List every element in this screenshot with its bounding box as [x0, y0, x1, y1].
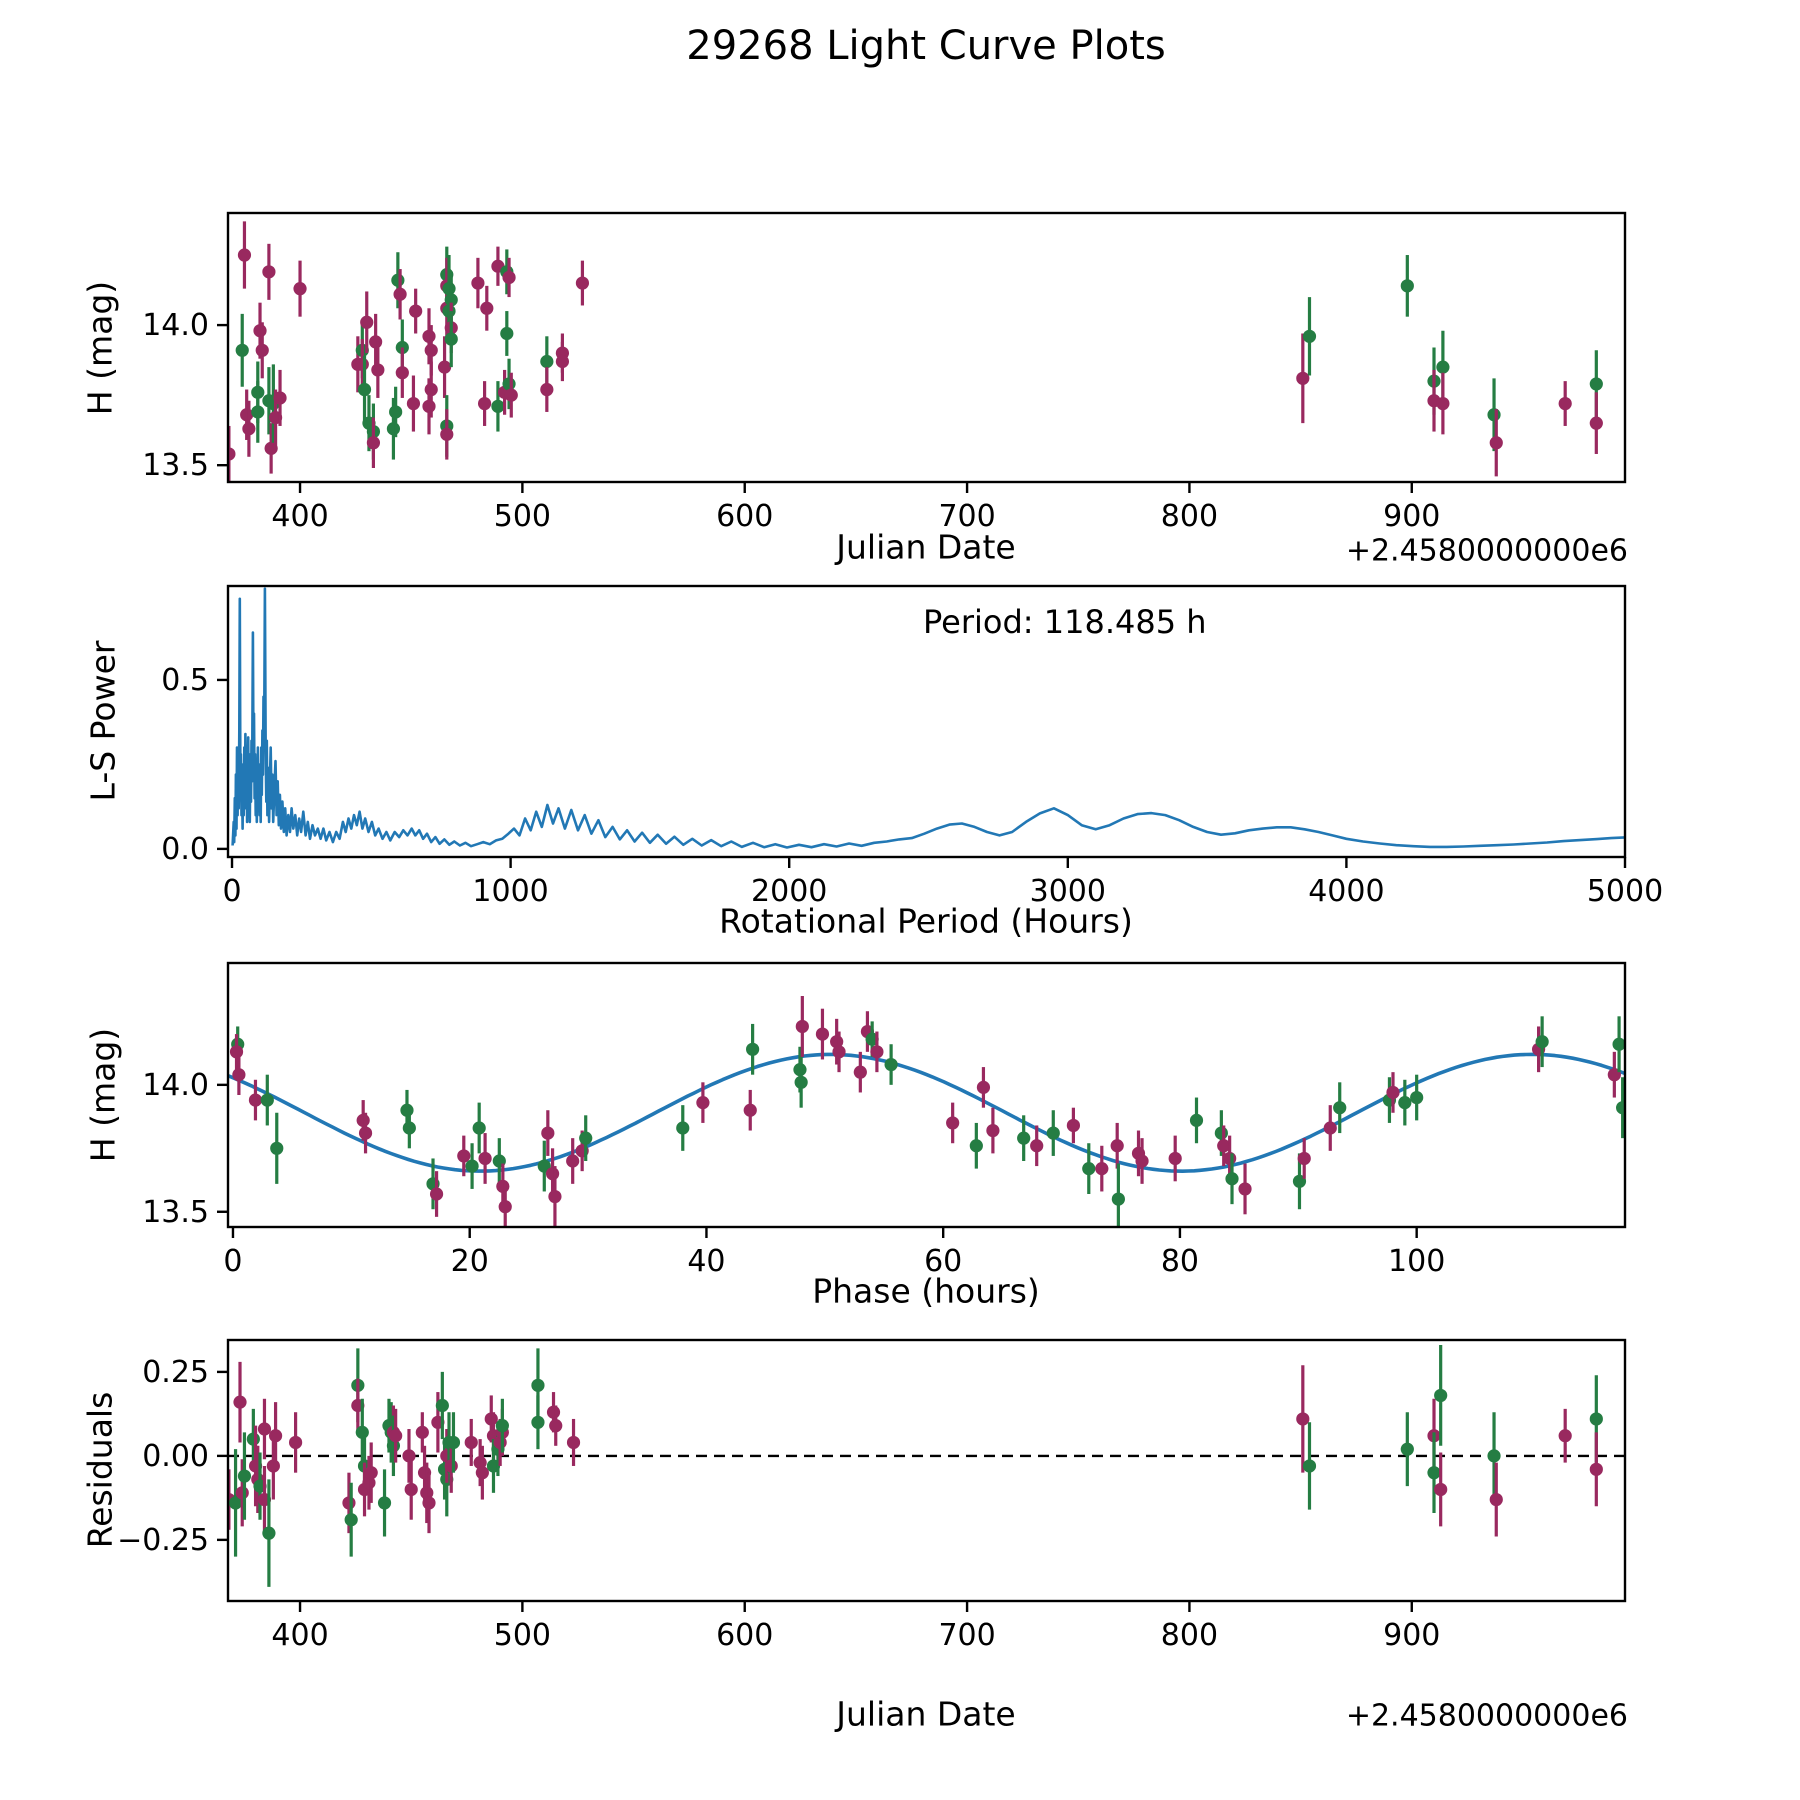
data-point-marker — [576, 276, 589, 289]
data-point-marker — [540, 355, 553, 368]
data-point-marker — [236, 344, 249, 357]
data-point-marker — [251, 405, 264, 418]
data-point-marker — [342, 1496, 355, 1509]
data-point-marker — [358, 383, 371, 396]
data-point-marker — [548, 1190, 561, 1203]
data-point-marker — [1030, 1139, 1043, 1152]
data-point-marker — [1559, 1429, 1572, 1442]
panel2-y-axis-label: L-S Power — [83, 640, 123, 802]
data-point-marker — [1487, 1449, 1500, 1462]
data-point-marker — [378, 1496, 391, 1509]
x-tick-label: 20 — [450, 1244, 489, 1279]
x-tick-label: 800 — [1160, 499, 1219, 534]
data-point-marker — [870, 1045, 883, 1058]
data-point-marker — [436, 1399, 449, 1412]
data-point-marker — [746, 1043, 759, 1056]
data-point-marker — [1590, 417, 1603, 430]
data-point-marker — [566, 1154, 579, 1167]
data-point-marker — [1047, 1126, 1060, 1139]
data-point-marker — [402, 1449, 415, 1462]
data-point-marker — [407, 397, 420, 410]
ticks-periodogram — [161, 663, 1663, 909]
data-point-marker — [356, 1426, 369, 1439]
data-point-marker — [367, 436, 380, 449]
data-point-marker — [496, 1180, 509, 1193]
figure-title: 29268 Light Curve Plots — [686, 23, 1166, 69]
data-point-marker — [1169, 1152, 1182, 1165]
data-point-marker — [1436, 397, 1449, 410]
data-point-marker — [247, 1432, 260, 1445]
data-point-marker — [499, 1200, 512, 1213]
data-point-marker — [676, 1121, 689, 1134]
y-tick-label: 14.0 — [142, 308, 209, 344]
data-point-marker — [422, 1496, 435, 1509]
x-tick-label: 1000 — [472, 874, 549, 909]
data-point-marker — [1612, 1038, 1625, 1051]
data-point-marker — [232, 1068, 245, 1081]
data-point-marker — [502, 377, 515, 390]
data-point-marker — [1490, 436, 1503, 449]
data-point-marker — [238, 248, 251, 261]
data-point-marker — [1590, 1463, 1603, 1476]
data-point-marker — [230, 1045, 243, 1058]
x-tick-label: 500 — [493, 1618, 552, 1653]
data-point-marker — [547, 1406, 560, 1419]
x-tick-label: 800 — [1160, 1618, 1219, 1653]
data-point-marker — [496, 1419, 509, 1432]
data-point-marker — [1190, 1114, 1203, 1127]
data-point-marker — [1590, 1412, 1603, 1425]
data-point-marker — [445, 332, 458, 345]
data-point-marker — [425, 344, 438, 357]
data-point-marker — [696, 1096, 709, 1109]
data-point-marker — [389, 405, 402, 418]
panel1-x-axis-label: Julian Date — [836, 527, 1016, 567]
data-point-marker — [478, 1152, 491, 1165]
data-point-marker — [567, 1436, 580, 1449]
data-point-marker — [541, 1126, 554, 1139]
data-point-marker — [1590, 377, 1603, 390]
data-point-marker — [270, 1142, 283, 1155]
data-point-marker — [422, 400, 435, 413]
best-period-annotation: Period: 118.485 h — [923, 603, 1207, 641]
x-tick-label: 4000 — [1308, 874, 1385, 909]
data-point-marker — [359, 1126, 372, 1139]
data-point-marker — [403, 1121, 416, 1134]
panel-phased-lightcurve — [142, 963, 1629, 1279]
data-point-marker — [1434, 1483, 1447, 1496]
panel-periodogram — [161, 586, 1663, 909]
data-point-marker — [480, 302, 493, 315]
y-tick-label: −0.25 — [117, 1522, 209, 1558]
data-point-marker — [946, 1116, 959, 1129]
data-point-marker — [500, 327, 513, 340]
data-point-marker — [1386, 1086, 1399, 1099]
data-point-marker — [1303, 1459, 1316, 1472]
y-tick-label: 0.25 — [142, 1354, 209, 1390]
data-point-marker — [1296, 1412, 1309, 1425]
ticks-phased-lightcurve — [142, 1068, 1445, 1279]
data-point-marker — [977, 1081, 990, 1094]
data-point-marker — [1401, 1443, 1414, 1456]
data-point-marker — [505, 389, 518, 402]
y-tick-label: 14.0 — [142, 1067, 209, 1103]
data-point-marker — [1616, 1101, 1629, 1114]
data-point-marker — [1017, 1132, 1030, 1145]
data-point-marker — [422, 330, 435, 343]
panel-residuals-jd — [117, 1340, 1625, 1653]
panel-lightcurve-jd — [142, 213, 1625, 534]
data-point-marker — [1427, 1466, 1440, 1479]
data-point-marker — [531, 1416, 544, 1429]
data-point-marker — [478, 397, 491, 410]
y-tick-label: 13.5 — [142, 1194, 209, 1230]
data-point-marker — [1487, 408, 1500, 421]
data-point-marker — [249, 1093, 262, 1106]
data-point-marker — [430, 1187, 443, 1200]
panel1-y-axis-label: H (mag) — [80, 280, 120, 416]
data-point-marker — [438, 361, 451, 374]
data-point-marker — [795, 1076, 808, 1089]
data-point-marker — [345, 1513, 358, 1526]
data-point-marker — [1333, 1101, 1346, 1114]
data-point-marker — [1303, 330, 1316, 343]
data-point-marker — [253, 324, 266, 337]
x-tick-label: 400 — [271, 1618, 329, 1653]
ticks-residuals-jd — [117, 1355, 1440, 1653]
data-point-marker — [447, 1436, 460, 1449]
data-point-marker — [546, 1167, 559, 1180]
data-point-marker — [258, 1422, 271, 1435]
x-tick-label: 400 — [271, 499, 329, 534]
data-point-marker — [491, 400, 504, 413]
data-point-marker — [357, 1114, 370, 1127]
data-point-marker — [387, 422, 400, 435]
data-point-marker — [1398, 1096, 1411, 1109]
x-tick-label: 40 — [687, 1244, 726, 1279]
data-point-marker — [549, 1419, 562, 1432]
data-point-marker — [356, 358, 369, 371]
data-point-marker — [986, 1124, 999, 1137]
data-point-marker — [360, 316, 373, 329]
data-point-marker — [371, 363, 384, 376]
data-point-marker — [242, 422, 255, 435]
y-tick-label: 13.5 — [142, 448, 209, 484]
data-point-marker — [391, 274, 404, 287]
data-point-marker — [236, 1486, 249, 1499]
data-point-marker — [293, 282, 306, 295]
ticks-lightcurve-jd — [142, 308, 1440, 534]
data-point-marker — [1082, 1162, 1095, 1175]
data-point-marker — [233, 1396, 246, 1409]
x-tick-label: 80 — [1160, 1244, 1200, 1279]
data-point-marker — [409, 304, 422, 317]
data-point-marker — [1238, 1182, 1251, 1195]
data-point-marker — [1410, 1091, 1423, 1104]
data-point-marker — [416, 1426, 429, 1439]
data-point-marker — [396, 366, 409, 379]
data-point-marker — [269, 1429, 282, 1442]
panel-content-phased-lightcurve — [228, 996, 1629, 1235]
x-tick-label: 100 — [1388, 1244, 1446, 1279]
data-point-marker — [1067, 1119, 1080, 1132]
data-point-marker — [256, 344, 269, 357]
data-point-marker — [425, 383, 438, 396]
data-point-marker — [262, 1527, 275, 1540]
data-point-marker — [405, 1483, 418, 1496]
data-point-marker — [445, 1459, 458, 1472]
data-point-marker — [1298, 1152, 1311, 1165]
data-point-marker — [471, 276, 484, 289]
data-point-marker — [273, 391, 286, 404]
data-point-marker — [579, 1132, 592, 1145]
panel4-x-axis-label: Julian Date — [836, 1694, 1016, 1734]
panel1-x-offset-text: +2.4580000000e6 — [1345, 533, 1628, 569]
data-point-marker — [816, 1027, 829, 1040]
panel-content-lightcurve-jd — [222, 221, 1603, 482]
data-point-marker — [240, 408, 253, 421]
x-tick-label: 700 — [938, 1618, 996, 1653]
data-point-marker — [832, 1045, 845, 1058]
data-point-marker — [476, 1466, 489, 1479]
y-tick-label: 0.00 — [142, 1438, 209, 1474]
data-point-marker — [531, 1379, 544, 1392]
panel2-x-axis-label: Rotational Period (Hours) — [719, 901, 1133, 941]
data-point-marker — [1112, 1192, 1125, 1205]
x-tick-label: 0 — [222, 874, 242, 909]
data-point-marker — [796, 1020, 809, 1033]
y-tick-label: 0.0 — [161, 831, 209, 867]
data-point-marker — [442, 282, 455, 295]
data-point-marker — [1223, 1152, 1236, 1165]
data-point-marker — [262, 265, 275, 278]
data-point-marker — [854, 1066, 867, 1079]
data-point-marker — [556, 355, 569, 368]
y-tick-label: 0.5 — [161, 662, 209, 698]
data-point-marker — [238, 1469, 251, 1482]
data-point-marker — [440, 428, 453, 441]
x-tick-label: 700 — [938, 499, 996, 534]
data-point-marker — [473, 1121, 486, 1134]
x-tick-label: 600 — [716, 499, 774, 534]
data-point-marker — [1225, 1172, 1238, 1185]
data-point-marker — [457, 1149, 470, 1162]
data-point-marker — [1111, 1139, 1124, 1152]
panel3-x-axis-label: Phase (hours) — [812, 1271, 1040, 1311]
data-point-marker — [261, 1093, 274, 1106]
axes-frame — [228, 1340, 1625, 1601]
data-point-marker — [365, 1466, 378, 1479]
x-tick-label: 900 — [1383, 1618, 1441, 1653]
x-tick-label: 500 — [493, 499, 552, 534]
data-point-marker — [1215, 1126, 1228, 1139]
panel-content-residuals-jd — [222, 1345, 1625, 1587]
x-tick-label: 0 — [223, 1244, 243, 1279]
panel3-y-axis-label: H (mag) — [83, 1027, 123, 1163]
data-point-marker — [1434, 1389, 1447, 1402]
data-point-marker — [485, 1412, 498, 1425]
data-point-marker — [389, 1429, 402, 1442]
data-point-marker — [885, 1058, 898, 1071]
data-point-marker — [1135, 1154, 1148, 1167]
data-point-marker — [1095, 1162, 1108, 1175]
axes-frame — [228, 213, 1625, 482]
x-tick-label: 900 — [1383, 499, 1441, 534]
data-point-marker — [267, 1459, 280, 1472]
data-point-marker — [540, 383, 553, 396]
x-tick-label: 2000 — [751, 874, 828, 909]
data-point-marker — [1536, 1035, 1549, 1048]
data-point-marker — [1324, 1121, 1337, 1134]
panel4-y-axis-label: Residuals — [80, 1391, 120, 1549]
data-point-marker — [393, 288, 406, 301]
panel4-x-offset-text: +2.4580000000e6 — [1345, 1698, 1628, 1734]
data-point-marker — [465, 1436, 478, 1449]
x-tick-label: 600 — [716, 1618, 774, 1653]
data-point-marker — [744, 1104, 757, 1117]
data-point-marker — [465, 1159, 478, 1172]
data-point-marker — [369, 335, 382, 348]
x-tick-label: 60 — [924, 1244, 963, 1279]
data-point-marker — [1436, 361, 1449, 374]
data-point-marker — [289, 1436, 302, 1449]
data-point-marker — [1490, 1493, 1503, 1506]
x-tick-label: 3000 — [1029, 874, 1106, 909]
x-tick-label: 5000 — [1586, 874, 1664, 909]
data-point-marker — [1559, 397, 1572, 410]
data-point-marker — [502, 271, 515, 284]
data-point-marker — [1296, 372, 1309, 385]
data-point-marker — [970, 1139, 983, 1152]
data-point-marker — [1401, 279, 1414, 292]
data-point-marker — [400, 1104, 413, 1117]
